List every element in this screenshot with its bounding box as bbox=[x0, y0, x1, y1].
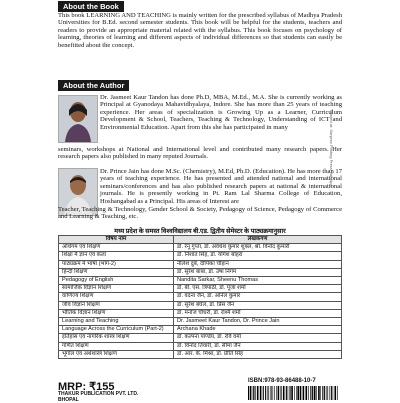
table-row bbox=[59, 309, 342, 317]
about-book-text: This book LEARNING AND TEACHING is mainly written for the prescribed syllabus of Madhya Pradesh Universities for B.Ed. second semester students. This book will be helpful for the students, teachers and readers to provide an appropriate material related with the syllabus. This book focuses on psychology of learning, theories of learning and different aspects of individual differences so that students can easily be benefitted about the concept. bbox=[58, 12, 342, 49]
authors-cell: डॉ. विनोद तिवारी, डॉ. सीमा जैन bbox=[174, 342, 342, 350]
subject-author-table bbox=[58, 235, 342, 359]
publisher-info bbox=[58, 392, 138, 403]
subject-cell: अधिगम एवं शिक्षण bbox=[59, 244, 174, 252]
table-row bbox=[59, 350, 342, 358]
subject-cell: Pedagogy of English bbox=[59, 277, 174, 285]
table-row bbox=[59, 277, 342, 285]
subject-cell: Learning and Teaching bbox=[59, 318, 174, 326]
author1-text-continued: seminars, workshops at National and International level and contributed many research papers. Her research papers also published in many reputed Journals. bbox=[58, 146, 342, 161]
publisher-city: BHOPAL bbox=[58, 398, 138, 403]
side-print-info: Printed at: Sanjeev Printing Press, Jabalpur bbox=[329, 110, 334, 260]
isbn: ISBN:978-93-86488-10-7 bbox=[248, 378, 316, 384]
mrp-price: MRP: ₹155 bbox=[58, 380, 115, 393]
table-row bbox=[59, 326, 342, 334]
publisher-name: THAKUR PUBLICATION PVT. LTD. bbox=[58, 392, 138, 398]
authors-cell: डॉ. निशांत सिंह, डॉ. योगेश बोहरा bbox=[174, 252, 342, 260]
table-row bbox=[59, 334, 342, 342]
author2-text-continued: Teacher, Teaching & Technology, Gender School & Society, Pedagogy of Science, Pedagogy of Commerce and Learning & Teaching, etc. bbox=[58, 206, 342, 221]
subject-cell: भौतिक विज्ञान शिक्षण bbox=[59, 309, 174, 317]
authors-cell: डॉ. सुरेश बाबा, डॉ. उषा निगम bbox=[174, 268, 342, 276]
authors-cell: डॉ. आर. के. मिश्रा, डॉ. प्रीति सिंह bbox=[174, 350, 342, 358]
subject-cell: वाणिज्य शिक्षण bbox=[59, 293, 174, 301]
table-row bbox=[59, 268, 342, 276]
subject-cell: गणित शिक्षण bbox=[59, 342, 174, 350]
isbn-barcode bbox=[248, 386, 340, 400]
table-header-authors: लेखकगण bbox=[174, 236, 342, 244]
table-row bbox=[59, 285, 342, 293]
subject-cell: जीव विज्ञान शिक्षण bbox=[59, 301, 174, 309]
author1-text: Dr. Jasmeet Kaur Tandon has done Ph.D, MBA, M.Ed., M.A. She is currently working as Principal at Gyanodaya Mahavidhyalaya, Indore. She has more than 25 years of teaching experience. Her areas of specialization is Growing Up as a Learner, Curriculum Development & School, Teachers, Teaching & Technology, Understanding of ICT and Environmental Education. Apart from this she has participated in many bbox=[100, 94, 342, 131]
table-row bbox=[59, 244, 342, 252]
authors-cell: Dr. Jasmeet Kaur Tandon, Dr. Prince Jain bbox=[174, 318, 342, 326]
table-row bbox=[59, 252, 342, 260]
subject-cell: भूगोल एवं अर्थशास्त्र शिक्षण bbox=[59, 350, 174, 358]
subject-cell: इतिहास एवं नागरिक शास्त्र शिक्षण bbox=[59, 334, 174, 342]
author2-text: Dr. Prince Jain has done M.Sc. (Chemistry), M.Ed, Ph.D. (Education). He has more than 17 years of teaching experience. He has presented and attended national and international seminars/conferences and has also published research papers at national & international journals. He is presently working in Pt. Ram Lal Sharma College of Education, Hoshangabad as a Principal. His areas of Interest are bbox=[100, 168, 342, 205]
authors-cell: Archana Khade bbox=[174, 326, 342, 334]
authors-cell: डॉ. बी. एस. त्रिपाठी, डॉ. पूजा शर्मा bbox=[174, 285, 342, 293]
authors-cell: डॉ. वंदना जैन, डॉ. अनिल कुमार bbox=[174, 293, 342, 301]
subject-cell: सामाजिक विज्ञान शिक्षण bbox=[59, 285, 174, 293]
table-row bbox=[59, 260, 342, 268]
author1-photo bbox=[58, 95, 98, 143]
table-row bbox=[59, 318, 342, 326]
authors-cell: डॉ. रेनू गुप्ता, डॉ. अवधेश कुमार शुक्ल, श्री. विनोद कुमारी bbox=[174, 244, 342, 252]
authors-cell: नीलेश दुबे, दीपिका चौहान bbox=[174, 260, 342, 268]
subject-cell: हिन्दी शिक्षण bbox=[59, 268, 174, 276]
authors-cell: डॉ. कल्पना पाण्डेय, डॉ. रवि वर्मा bbox=[174, 334, 342, 342]
subject-cell: Language Across the Curriculum (Part-2) bbox=[59, 326, 174, 334]
authors-cell: Nandita Sarkar, Sheenu Thomas bbox=[174, 277, 342, 285]
table-title: मध्य प्रदेश के समस्त विश्वविद्यालय बी.एड. द्वितीय सेमेस्टर के पाठ्यक्रमानुसार bbox=[58, 226, 342, 235]
about-book-heading: About the Book bbox=[58, 1, 124, 12]
table-row bbox=[59, 342, 342, 350]
table-header-subject: विषय नाम bbox=[59, 236, 174, 244]
table-row bbox=[59, 301, 342, 309]
subject-cell: शिक्षा में ज्ञान एवं कला bbox=[59, 252, 174, 260]
subject-cell: पाठ्यक्रम में भाषा (भाग-2) bbox=[59, 260, 174, 268]
about-author-heading: About the Author bbox=[58, 80, 129, 91]
table-row bbox=[59, 293, 342, 301]
authors-cell: डॉ. मनोज चौधरी, डॉ. रश्मि शर्मा bbox=[174, 309, 342, 317]
authors-cell: डॉ. सुरेश बघेल, डॉ. प्रिंस जैन bbox=[174, 301, 342, 309]
